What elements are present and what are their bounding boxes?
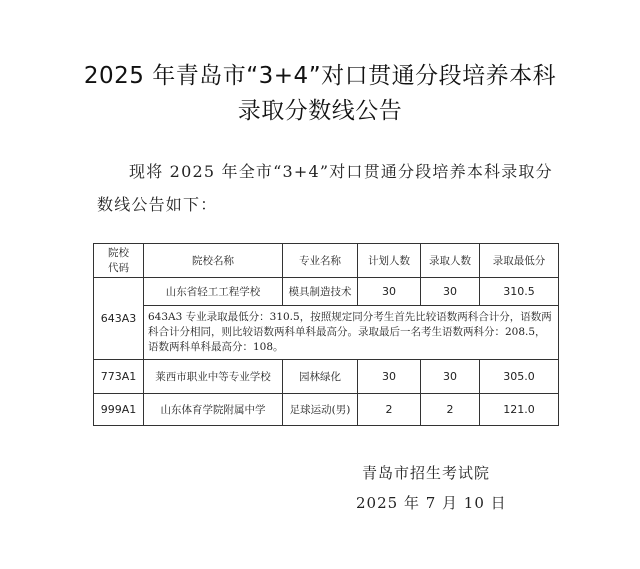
admission-score-table: [93, 243, 559, 426]
cell-code: 643A3: [94, 278, 144, 360]
header-admitted: 录取人数: [421, 244, 480, 278]
header-code: [94, 244, 144, 278]
cell-plan: 2: [358, 394, 421, 426]
cell-admitted: 30: [421, 278, 480, 306]
cell-major: 园林绿化: [283, 360, 358, 394]
issuing-organization: 青岛市招生考试院: [362, 464, 491, 482]
intro-paragraph-line2: 数线公告如下：: [97, 195, 218, 214]
cell-admitted: 2: [421, 394, 480, 426]
cell-school: 山东体育学院附属中学: [144, 394, 283, 426]
cell-major: 模具制造技术: [283, 278, 358, 306]
document-title-line1: 2025 年青岛市“3+4”对口贯通分段培养本科: [83, 63, 557, 89]
cell-major: 足球运动(男): [283, 394, 358, 426]
cell-plan: 30: [358, 278, 421, 306]
table-header-row: [94, 244, 559, 278]
cell-school: 山东省轻工工程学校: [144, 278, 283, 306]
issue-date: 2025 年 7 月 10 日: [356, 494, 507, 512]
table-row: [94, 278, 559, 306]
intro-paragraph-line1: 现将 2025 年全市“3+4”对口贯通分段培养本科录取分: [129, 162, 553, 181]
cell-min-score: 121.0: [480, 394, 559, 426]
header-major: 专业名称: [283, 244, 358, 278]
cell-tie-break-note: 643A3 专业录取最低分：310.5，按照规定同分考生首先比较语数两科合计分，语数两科合计分相同，则比较语数两科单科最高分。录取最后一名考生语数两科分：208.5，语数两科单科最高分：108。: [144, 306, 559, 360]
cell-admitted: 30: [421, 360, 480, 394]
cell-code: 999A1: [94, 394, 144, 426]
header-school: 院校名称: [144, 244, 283, 278]
cell-min-score: 305.0: [480, 360, 559, 394]
cell-code: 773A1: [94, 360, 144, 394]
table-row: [94, 360, 559, 394]
document-title-line2: 录取分数线公告: [237, 98, 403, 124]
header-code-text: 院校代码: [108, 246, 129, 274]
table-row: [94, 394, 559, 426]
table-note-row: [94, 306, 559, 360]
header-min-score: 录取最低分: [480, 244, 559, 278]
cell-plan: 30: [358, 360, 421, 394]
cell-min-score: 310.5: [480, 278, 559, 306]
header-plan: 计划人数: [358, 244, 421, 278]
cell-school: 莱西市职业中等专业学校: [144, 360, 283, 394]
